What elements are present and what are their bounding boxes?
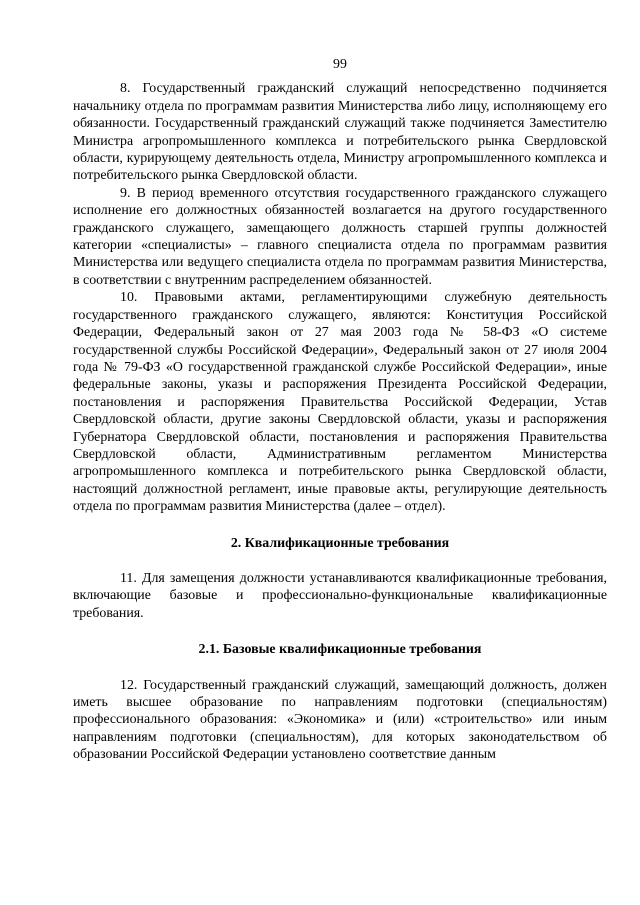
paragraph-9: 9. В период временного отсутствия государственного гражданского служащего исполнение его должностных обязанностей возлагается на другого государственного гражданского служащего, замещающего должность старшей группы должностей категории «специалисты» – главного специалиста отдела по программам развития Министерства или ведущего специалиста отдела по программам развития Министерства, в соответствии с внутренним распределением обязанностей. <box>73 185 607 288</box>
paragraph-11: 11. Для замещения должности устанавливаются квалификационные требования, включающие базовые и профессионально-функциональные квалификационные требования. <box>73 570 607 621</box>
subsection-heading: 2.1. Базовые квалификационные требования <box>198 642 482 658</box>
paragraph-12: 12. Государственный гражданский служащий, замещающий должность, должен иметь высшее образование по направлениям подготовки (специальностям) профессионального образования: «Экономика» и (или) «строительство» или иным направлениям подготовки (специальностям), для которых законодательством об образовании Российской Федерации установлено соответствие данным <box>73 677 607 763</box>
document-page <box>73 56 607 764</box>
paragraph-8: 8. Государственный гражданский служащий непосредственно подчиняется начальнику отдела по программам развития Министерства либо лицу, исполняющему его обязанности. Государственный гражданский служащий также подчиняется Заместителю Министра агропромышленного комплекса и потребительского рынка Свердловской области, курирующему деятельность отдела, Министру агропромышленного комплекса и потребительского рынка Свердловской области. <box>73 81 607 184</box>
page-number: 99 <box>333 57 347 72</box>
section-heading: 2. Квалификационные требования <box>230 535 450 551</box>
paragraph-10: 10. Правовыми актами, регламентирующими служебную деятельность государственного гражданского служащего, являются: Конституция Российской Федерации, Федеральный закон от 27 мая 2003 года № 58-ФЗ «О системе государственной службы Российской Федерации», Федеральный закон от 27 июля 2004 года № 79-ФЗ «О государственной гражданской службе Российской Федерации», иные федеральные законы, указы и распоряжения Президента Российской Федерации, постановления и распоряжения Правительства Российской Федерации, Устав Свердловской области, другие законы Свердловской области, указы и распоряжения Губернатора Свердловской области, постановления и распоряжения Правительства Свердловской области, Административным регламентом Министерства агропромышленного комплекса и потребительского рынка Свердловской области, настоящий должностной регламент, иные правовые акты, регулирующие деятельность отдела по программам развития Министерства (далее – отдел). <box>73 290 607 515</box>
